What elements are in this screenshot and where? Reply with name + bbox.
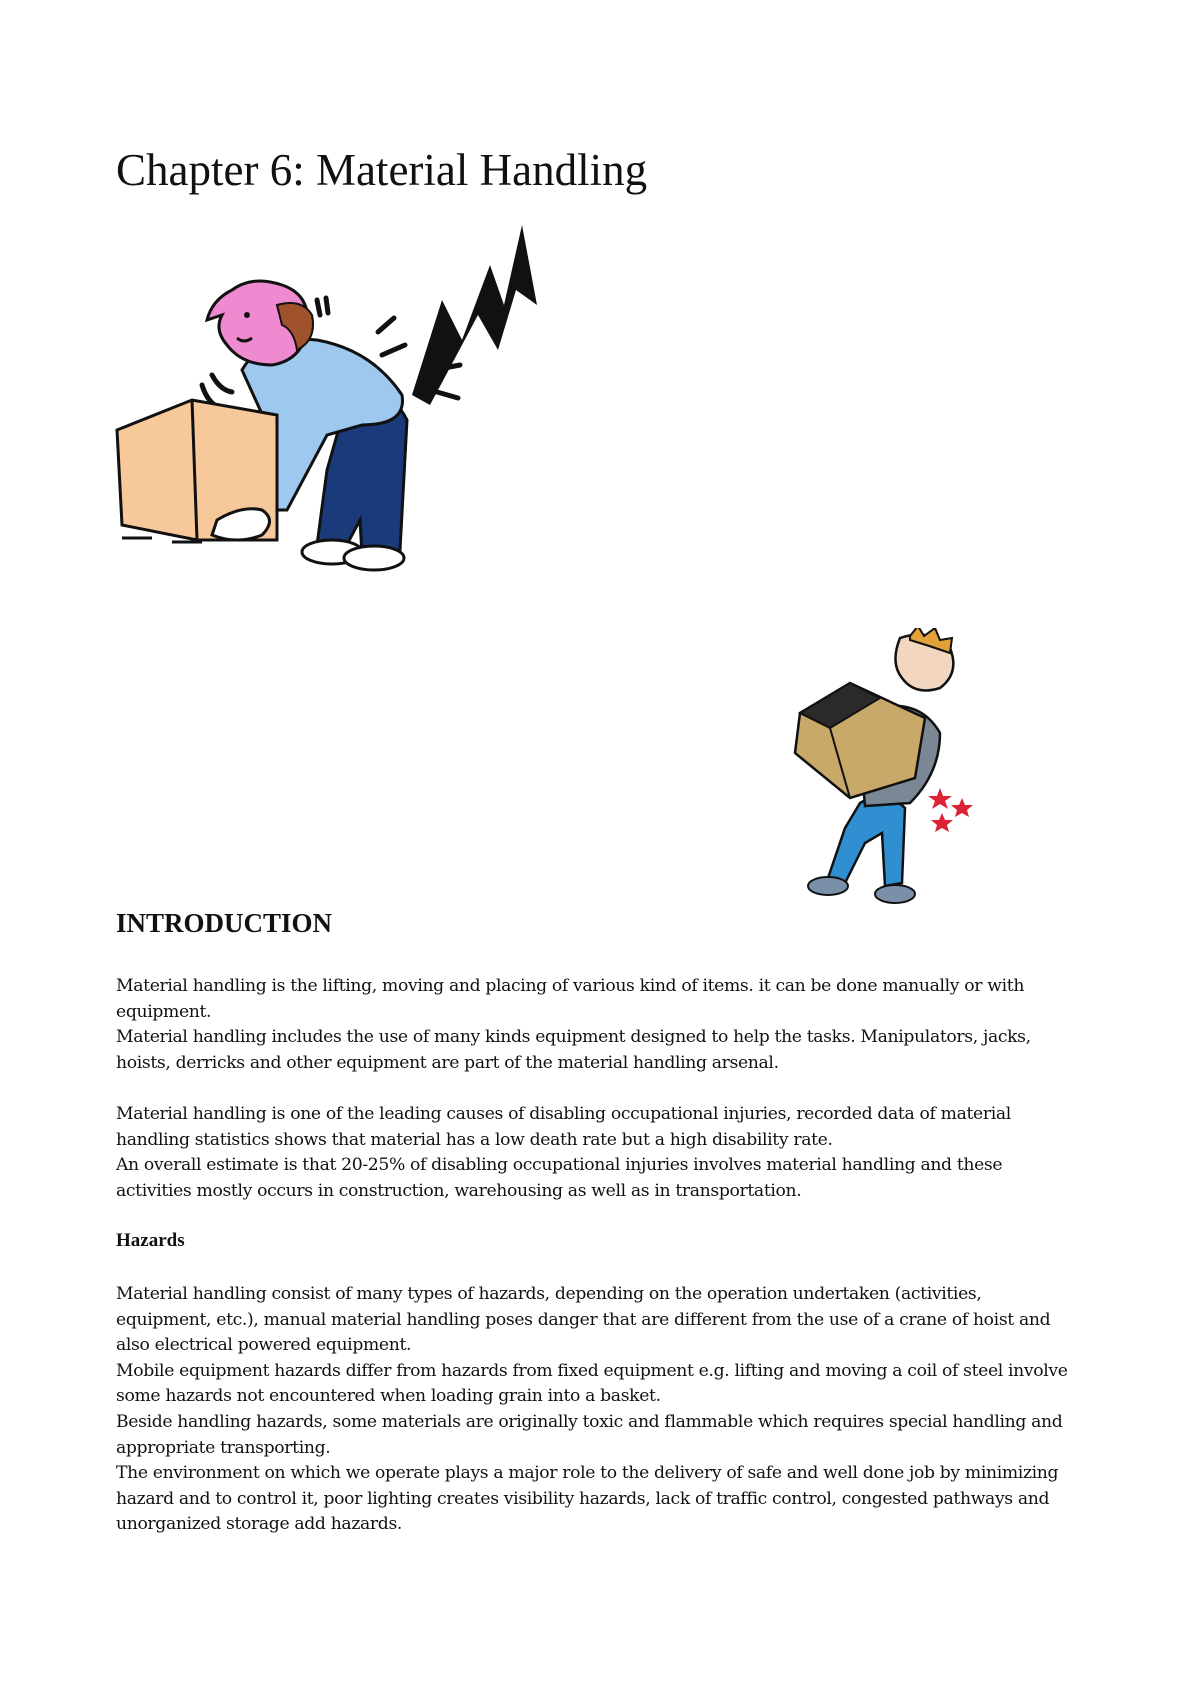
man-carrying-heavy-box-back-pain-icon [790, 628, 990, 918]
introduction-text: Material handling includes the use of many kinds equipment designed to help the tasks. Manipulators, jacks, hoists, derricks and other equipment are part of the material handling arsenal. [116, 1027, 1031, 1073]
man-straining-back-lifting-box-icon [112, 220, 572, 620]
introduction-paragraph-2 [116, 1102, 1076, 1204]
hazards-text: The environment on which we operate plays a major role to the delivery of safe and well done job by minimizing hazard and to control it, poor lighting creates visibility hazards, lack of traffic control, congested pathways and unorganized storage add hazards. [116, 1463, 1059, 1535]
hazards-text: Mobile equipment hazards differ from hazards from fixed equipment e.g. lifting and moving a coil of steel involve some hazards not encountered when loading grain into a basket. [116, 1360, 1068, 1407]
hazards-text: Beside handling hazards, some materials are originally toxic and flammable which requires special handling and appropriate transporting. [116, 1411, 1063, 1458]
page-title: Chapter 6: Material Handling [116, 145, 648, 195]
introduction-text: An overall estimate is that 20-25% of disabling occupational injuries involves material handling and these activities mostly occurs in construction, warehousing as well as in transportation. [116, 1155, 1003, 1201]
hazards-text: Material handling consist of many types of hazards, depending on the operation undertaken (activities, equipment, etc.), manual material handling poses danger that are different from the use of a crane of hoist and also electrical powered equipment. [116, 1284, 1051, 1356]
hazards-paragraphs [116, 1282, 1076, 1538]
introduction-text: Material handling is the lifting, moving and placing of various kind of items. it can be done manually or with equipment. [116, 976, 1025, 1022]
hazards-heading: Hazards [116, 1230, 185, 1251]
introduction-text: Material handling is one of the leading causes of disabling occupational injuries, recorded data of material handling statistics shows that material has a low death rate but a high disability rate. [116, 1104, 1011, 1150]
introduction-heading: INTRODUCTION [116, 908, 333, 938]
introduction-paragraph-1 [116, 974, 1076, 1076]
